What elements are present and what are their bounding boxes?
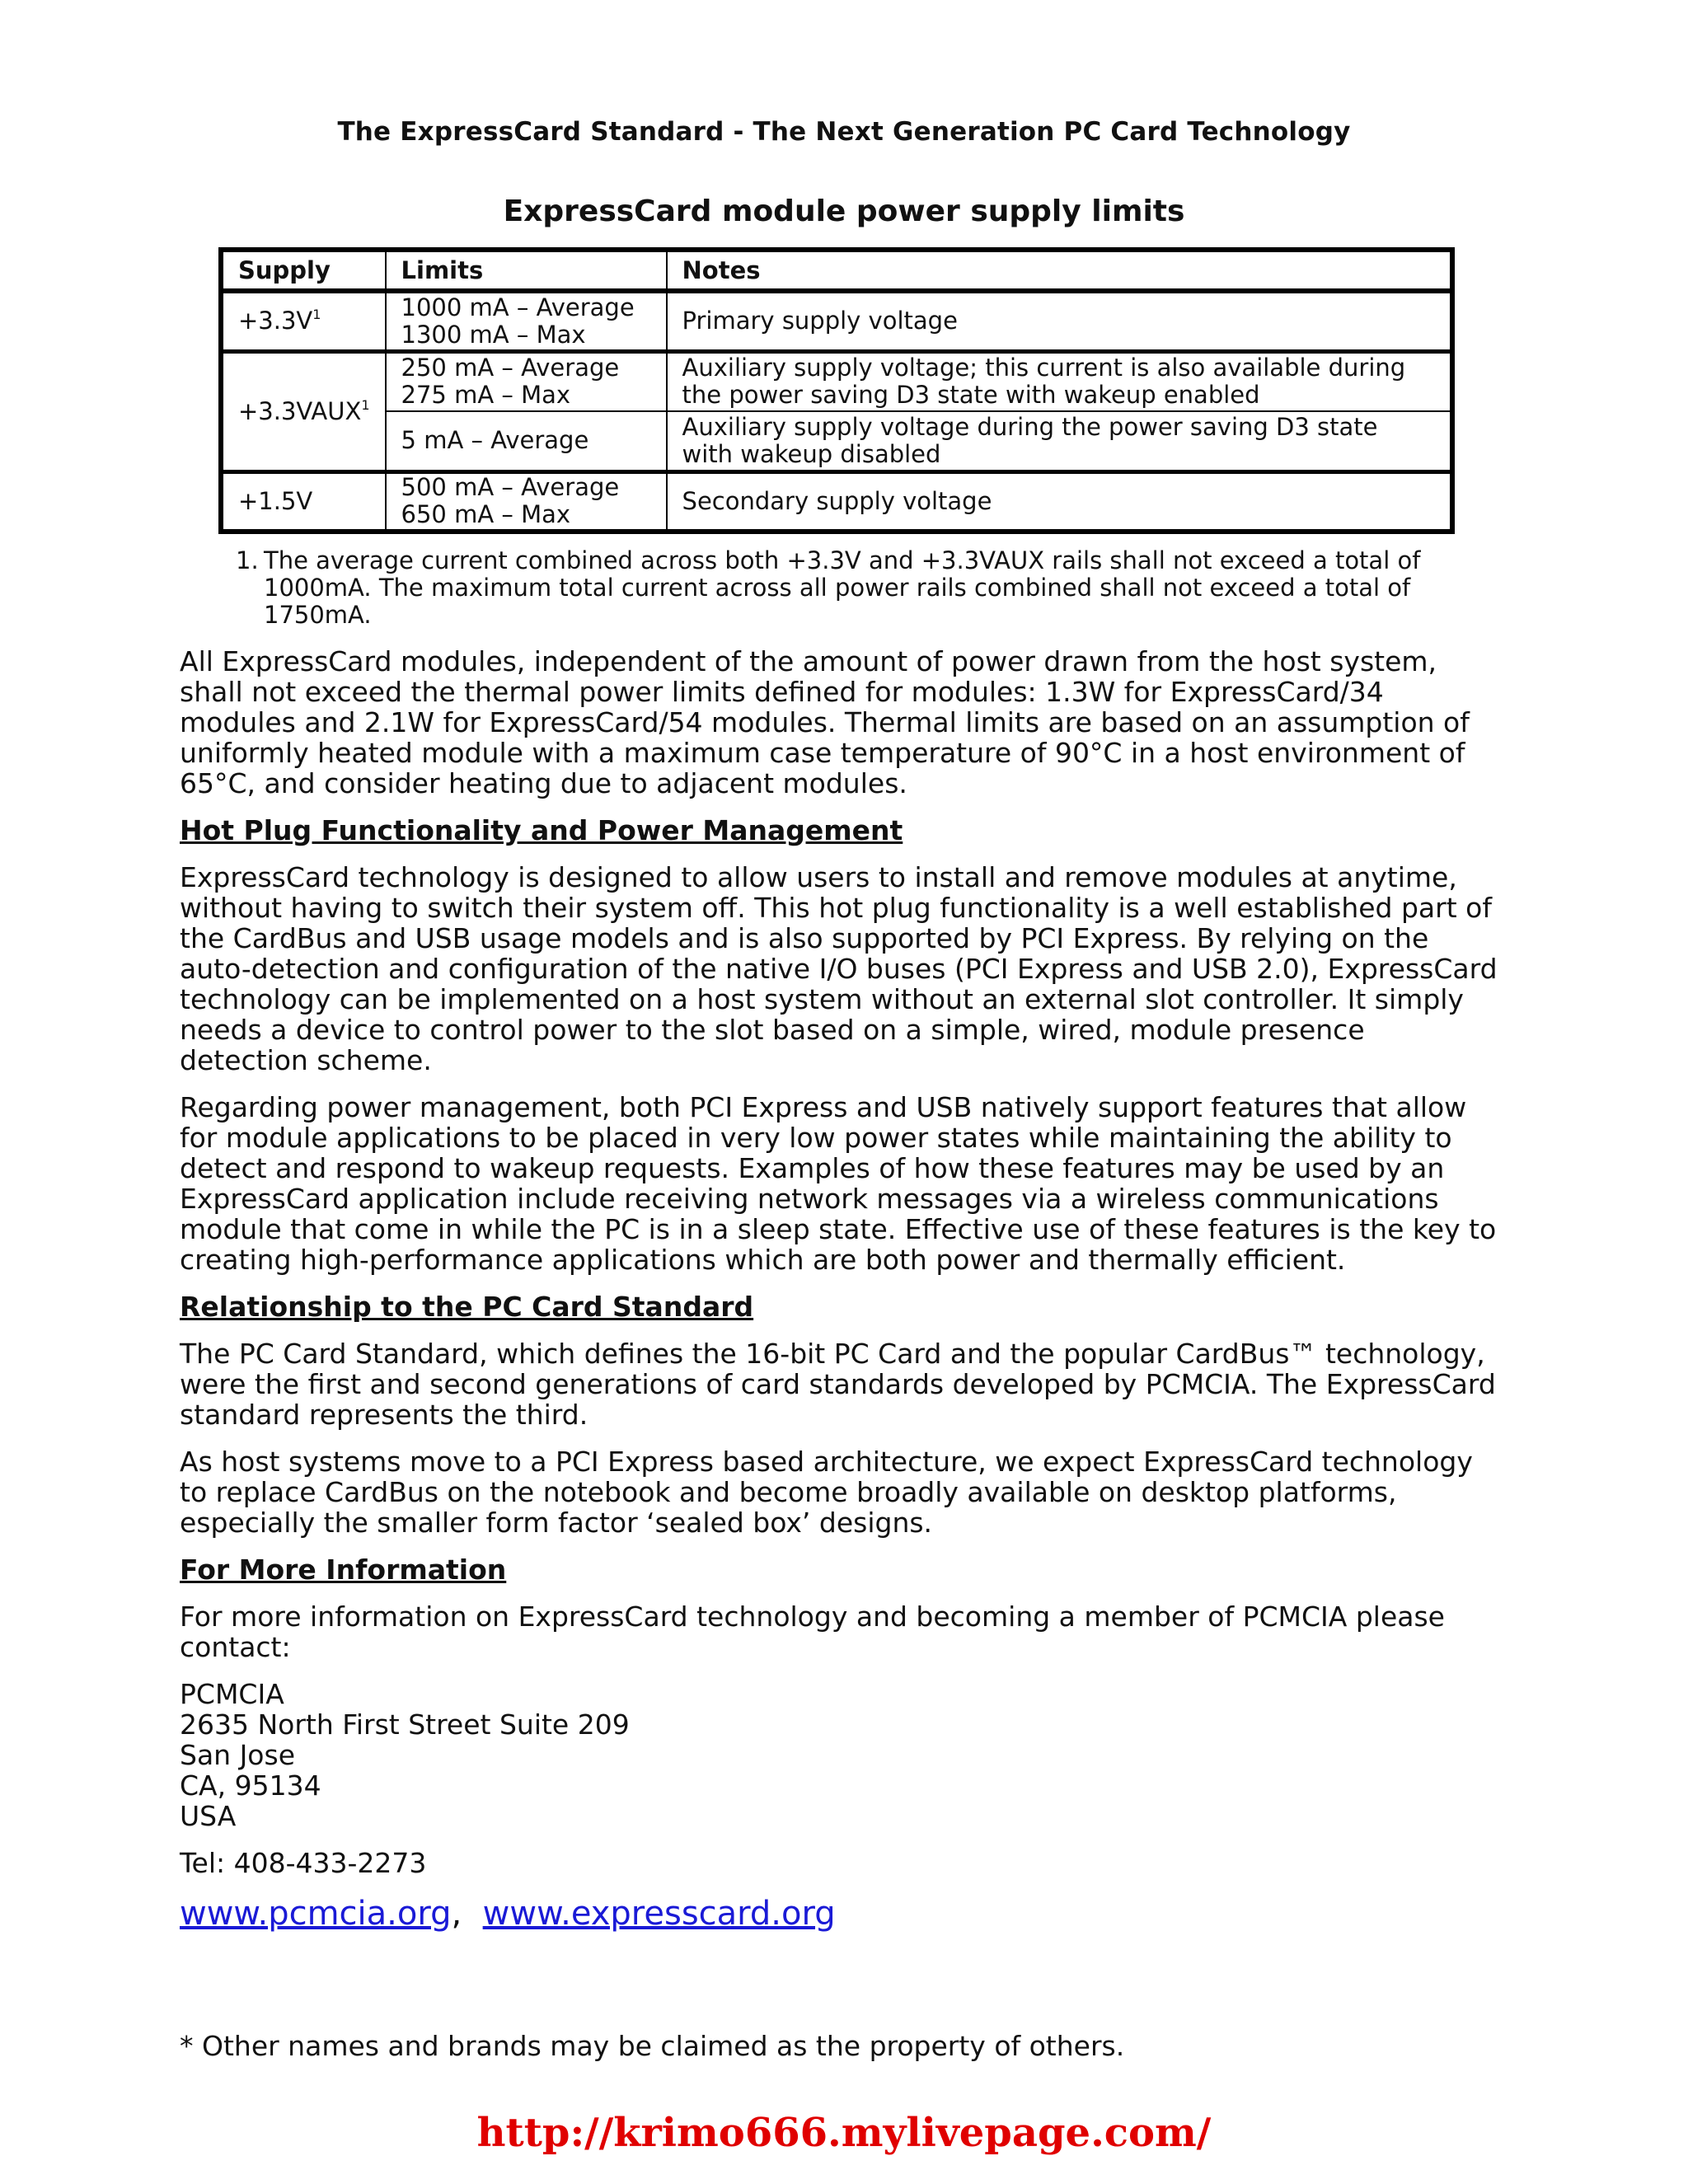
table-row: [221, 351, 1452, 411]
notes-cell: Secondary supply voltage: [667, 471, 1452, 532]
contact-telephone: Tel: 408-433-2273: [180, 1847, 427, 1879]
expresscard-link[interactable]: www.expresscard.org: [482, 1895, 836, 1933]
limits-cell: 1000 mA – Average 1300 mA – Max: [386, 291, 667, 351]
notes-cell: Primary supply voltage: [667, 291, 1452, 351]
link-separator: ,: [451, 1895, 462, 1933]
watermark-url: http://krimo666.mylivepage.com/: [476, 2110, 1212, 2156]
section-heading-more-info: For More Information: [180, 1554, 507, 1586]
address-line: 2635 North First Street Suite 209: [180, 1708, 630, 1741]
limits-cell: 5 mA – Average: [386, 411, 667, 471]
paragraph: ExpressCard technology is designed to allow users to install and remove modules at anytime, without having to switch their system off. This hot plug functionality is a well established part of the CardBus and USB usage models and is also supported by PCI Express. By relying on the auto-detection and configuration of the native I/O buses (PCI Express and USB 2.0), ExpressCard technology can be implemented on a host system without an external slot controller. It simply needs a device to control power to the slot based on a simple, wired, module presence detection scheme.: [180, 861, 1498, 1076]
address-line: USA: [180, 1800, 237, 1832]
paragraph: The PC Card Standard, which defines the 16-bit PC Card and the popular CardBus™ technology, were the first and second generations of card standards developed by PCMCIA. The ExpressCard standard represents the third.: [180, 1338, 1496, 1431]
table-footnote: [236, 547, 1423, 629]
trademark-note: * Other names and brands may be claimed as the property of others.: [180, 2030, 1125, 2062]
body-text: [180, 646, 1498, 1933]
contact-address: [180, 1679, 1498, 1831]
column-header-notes: Notes: [667, 250, 1452, 291]
document-header: The ExpressCard Standard - The Next Generation PC Card Technology: [337, 117, 1351, 147]
notes-cell: Auxiliary supply voltage during the power saving D3 state with wakeup disabled: [667, 411, 1452, 471]
table-row: [221, 411, 1452, 471]
intro-paragraph: All ExpressCard modules, independent of the amount of power drawn from the host system, shall not exceed the thermal power limits defined for modules: 1.3W for ExpressCard/34 modules and 2.1W for ExpressCard/54 modules. Thermal limits are based on an assumption of uniformly heated module with a maximum case temperature of 90°C in a host environment of 65°C, and consider heating due to adjacent modules.: [180, 645, 1470, 799]
footnote-number: 1.: [236, 546, 259, 574]
supply-cell: $+3.3V^1$: [221, 291, 386, 351]
section-heading-hot-plug: Hot Plug Functionality and Power Management: [180, 814, 903, 846]
website-links: [180, 1895, 1498, 1933]
paragraph: As host systems move to a PCI Express based architecture, we expect ExpressCard technology to replace CardBus on the notebook and become broadly available on desktop platforms, especially the smaller form factor ‘sealed box’ designs.: [180, 1446, 1473, 1539]
limits-cell: 250 mA – Average 275 mA – Max: [386, 351, 667, 411]
section-heading-relationship: Relationship to the PC Card Standard: [180, 1291, 754, 1323]
table-row: [221, 291, 1452, 351]
power-limits-table: [218, 247, 1455, 534]
paragraph: For more information on ExpressCard technology and becoming a member of PCMCIA please contact:: [180, 1601, 1445, 1663]
footnote-text: The average current combined across both +3.3V and +3.3VAUX rails shall not exceed a total of 1000mA. The maximum total current across all power rails combined shall not exceed a total of 1750mA.: [264, 546, 1421, 629]
notes-cell: Auxiliary supply voltage; this current is also available during the power saving D3 state with wakeup enabled: [667, 351, 1452, 411]
column-header-limits: Limits: [386, 250, 667, 291]
column-header-supply: Supply: [221, 250, 386, 291]
address-line: CA, 95134: [180, 1769, 321, 1802]
supply-cell: $+3.3VAUX^1$: [221, 351, 386, 471]
supply-cell: +1.5V: [221, 471, 386, 532]
table-row: [221, 471, 1452, 532]
table-title: ExpressCard module power supply limits: [503, 194, 1185, 228]
address-line: PCMCIA: [180, 1678, 284, 1710]
paragraph: Regarding power management, both PCI Express and USB natively support features that allow for module applications to be placed in very low power states while maintaining the ability to detect and respond to wakeup requests. Examples of how these features may be used by an ExpressCard application include receiving network messages via a wireless communications module that come in while the PC is in a sleep state. Effective use of these features is the key to creating high-performance applications which are both power and thermally efficient.: [180, 1091, 1497, 1276]
pcmcia-link[interactable]: www.pcmcia.org: [180, 1895, 452, 1933]
limits-cell: 500 mA – Average 650 mA – Max: [386, 471, 667, 532]
table-header-row: [221, 250, 1452, 291]
address-line: San Jose: [180, 1739, 295, 1771]
